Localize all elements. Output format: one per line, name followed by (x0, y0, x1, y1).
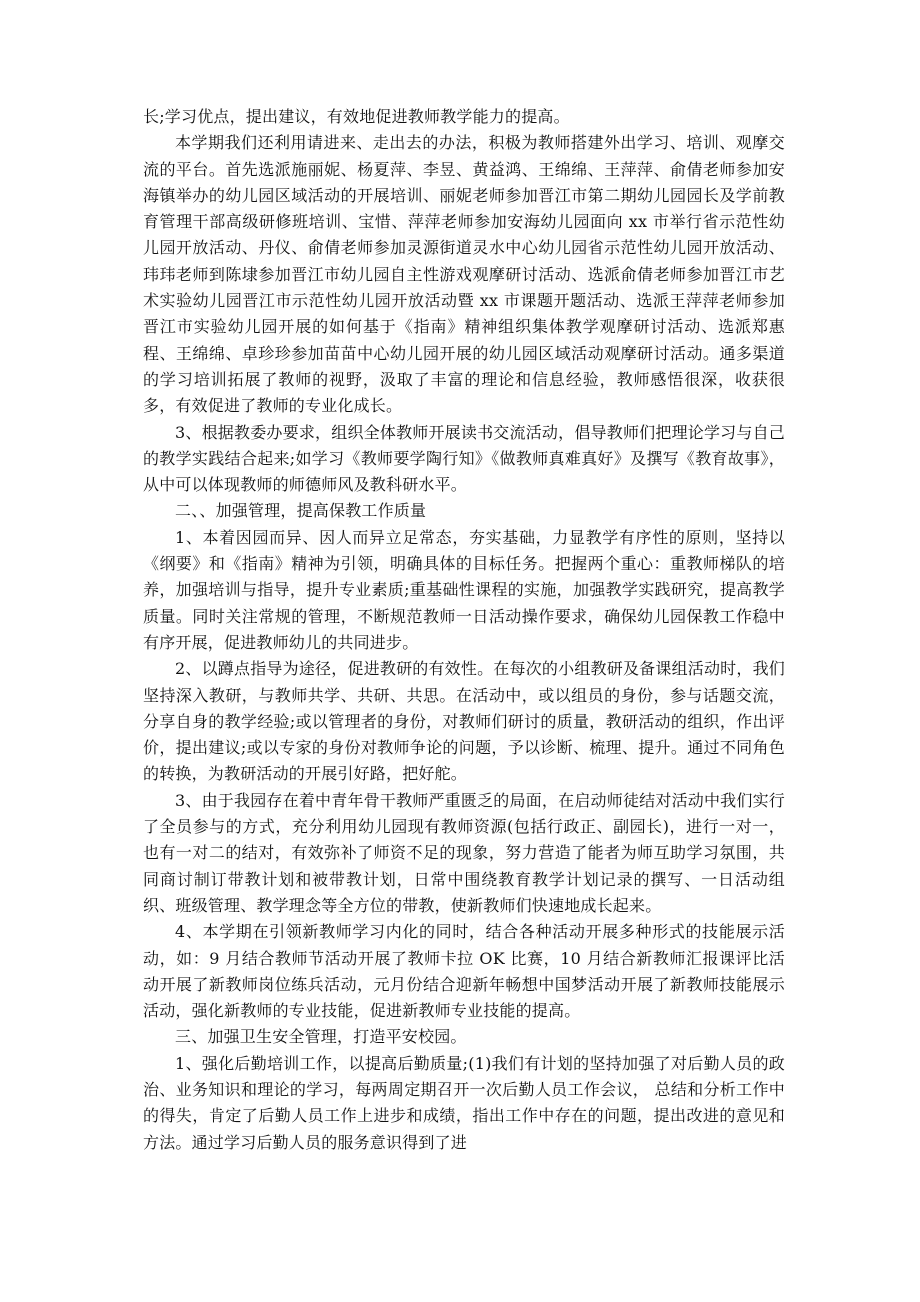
paragraph-research-guidance: 2、以蹲点指导为途径，促进教研的有效性。在每次的小组教研及备课组活动时，我们坚持深入教研，与教师共学、共研、共思。在活动中，或以组员的身份，参与话题交流，分享自身的教学经验;或以管理者的身份，对教师们研讨的质量，教研活动的组织，作出评价，提出建议;或以专家的身份对教师争论的问题，予以诊断、梳理、提升。通过不同角色的转换，为教研活动的开展引好路，把好舵。 (143, 659, 785, 784)
paragraph-reading-exchange: 3、根据教委办要求，组织全体教师开展读书交流活动，倡导教师们把理论学习与自己的教学实践结合起来;如学习《教师要学陶行知》《做教师真难真好》及撰写《教育故事》，从中可以体现教师的师德师风及教科研水平。 (143, 422, 785, 495)
paragraph-logistics-training: 1、强化后勤培训工作，以提高后勤质量;(1)我们有计划的坚持加强了对后勤人员的政治、业务知识和理论的学习，每两周定期召开一次后勤人员工作会议， 总结和分析工作中的得失，肯定了后勤人员工作上进步和成绩，指出工作中存在的问题，提出改进的意见和方法。通过学习后勤人员的服务意识得到了进 (143, 1053, 785, 1152)
paragraph-continuation: 长;学习优点，提出建议，有效地促进教师教学能力的提高。 (143, 107, 570, 126)
section-heading-management: 二、、加强管理，提高保教工作质量 (175, 501, 427, 521)
document-page (143, 104, 785, 1156)
paragraph-teaching-order: 1、本着因园而异、因人而异立足常态，夯实基础，力显教学有序性的原则，坚持以《纲要》和《指南》精神为引领，明确具体的目标任务。把握两个重心：重教师梯队的培养，加强培训与指导，提升专业素质;重基础性课程的实施，加强教学实践研究，提高教学质量。同时关注常规的管理，不断规范教师一日活动操作要求，确保幼儿园保教工作稳中有序开展，促进教师幼儿的共同进步。 (143, 527, 785, 652)
paragraph-external-training: 本学期我们还利用请进来、走出去的办法，积极为教师搭建外出学习、培训、观摩交流的平台。首先选派施丽妮、杨夏萍、李昱、黄益鸿、王绵绵、王萍萍、俞倩老师参加安海镇举办的幼儿园区域活动的开展培训、丽妮老师参加晋江市第二期幼儿园园长及学前教育管理干部高级研修班培训、宝惜、萍萍老师参加安海幼儿园面向 xx 市举行省示范性幼儿园开放活动、丹仪、俞倩老师参加灵源街道灵水中心幼儿园省示范性幼儿园开放活动、玮玮老师到陈埭参加晋江市幼儿园自主性游戏观摩研讨活动、选派俞倩老师参加晋江市艺术实验幼儿园晋江市示范性幼儿园开放活动暨 xx 市课题开题活动、选派王萍萍老师参加晋江市实验幼儿园开展的如何基于《指南》精神组织集体教学观摩研讨活动、选派郑惠程、王绵绵、卓珍珍参加苗苗中心幼儿园开展的幼儿园区域活动观摩研讨活动。通多渠道的学习培训拓展了教师的视野，汲取了丰富的理论和信息经验，教师感悟很深，收获很多，有效促进了教师的专业化成长。 (143, 133, 785, 416)
section-heading-safety: 三、加强卫生安全管理，打造平安校园。 (175, 1027, 467, 1047)
paragraph-skills-showcase: 4、本学期在引领新教师学习内化的同时，结合各种活动开展多种形式的技能展示活动，如：9 月结合教师节活动开展了教师卡拉 OK 比赛，10 月结合新教师汇报课评比活动开展了新教师岗位练兵活动，元月份结合迎新年畅想中国梦活动开展了新教师技能展示活动，强化新教师的专业技能，促进新教师专业技能的提高。 (143, 922, 785, 1021)
paragraph-mentorship: 3、由于我园存在着中青年骨干教师严重匮乏的局面，在启动师徒结对活动中我们实行了全员参与的方式，充分利用幼儿园现有教师资源(包括行政正、副园长)，进行一对一，也有一对二的结对，有效弥补了师资不足的现象，努力营造了能者为师互助学习氛围，共同商讨制订带教计划和被带教计划，日常中围绕教育教学计划记录的撰写、一日活动组织、班级管理、教学理念等全方位的带教，使新教师们快速地成长起来。 (143, 790, 785, 915)
